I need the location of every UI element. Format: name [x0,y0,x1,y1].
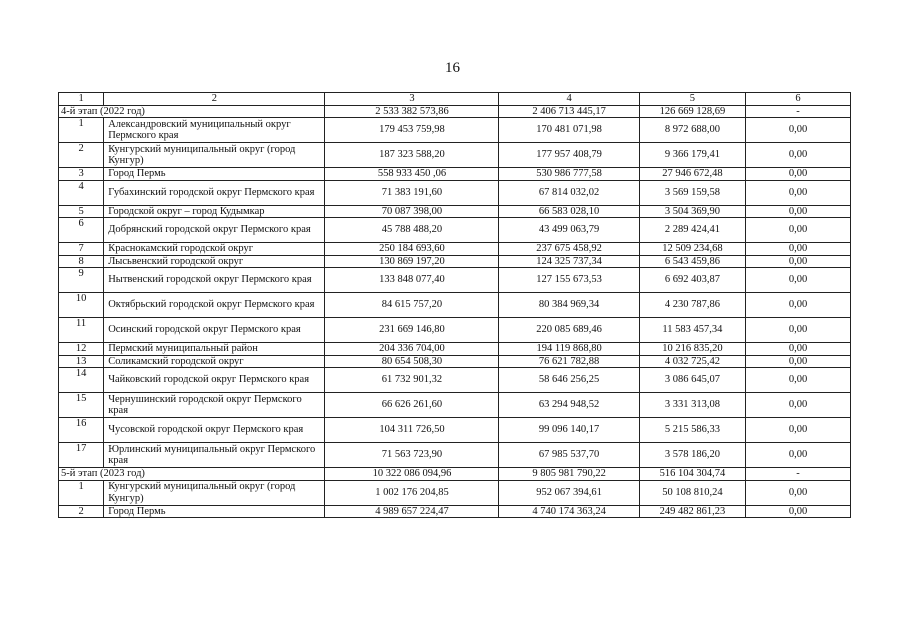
total-amount: 558 933 450 ,06 [325,168,499,181]
table-row [59,218,851,243]
regional-amount: 177 957 408,79 [499,143,639,168]
stage-total-col5: 516 104 304,74 [639,468,745,481]
municipality-name: Кунгурский муниципальный округ (город Кунгур) [104,143,325,168]
local-amount: 6 692 403,87 [639,268,745,293]
municipality-name: Лысьвенский городской округ [104,255,325,268]
row-number: 8 [59,255,104,268]
local-amount: 5 215 586,33 [639,418,745,443]
header-row [59,93,851,106]
municipality-name: Чусовской городской округ Пермского края [104,418,325,443]
row-number: 3 [59,168,104,181]
total-amount: 45 788 488,20 [325,218,499,243]
stage-label: 4-й этап (2022 год) [59,105,325,118]
regional-amount: 952 067 394,61 [499,480,639,505]
total-amount: 61 732 901,32 [325,368,499,393]
total-amount: 1 002 176 204,85 [325,480,499,505]
other-amount: 0,00 [746,293,851,318]
row-number: 2 [59,143,104,168]
table-row [59,268,851,293]
stage-row [59,468,851,481]
other-amount: 0,00 [746,343,851,356]
regional-amount: 4 740 174 363,24 [499,505,639,518]
stage-total-col3: 10 322 086 094,96 [325,468,499,481]
header-cell-2: 2 [104,93,325,106]
local-amount: 50 108 810,24 [639,480,745,505]
municipality-name: Губахинский городской округ Пермского края [104,180,325,205]
row-number: 10 [59,293,104,318]
stage-row [59,105,851,118]
table-row [59,118,851,143]
regional-amount: 194 119 868,80 [499,343,639,356]
municipality-name: Юрлинский муниципальный округ Пермского края [104,443,325,468]
municipality-name: Осинский городской округ Пермского края [104,318,325,343]
total-amount: 66 626 261,60 [325,393,499,418]
stage-total-col4: 9 805 981 790,22 [499,468,639,481]
regional-amount: 237 675 458,92 [499,243,639,256]
local-amount: 6 543 459,86 [639,255,745,268]
row-number: 7 [59,243,104,256]
regional-amount: 66 583 028,10 [499,205,639,218]
other-amount: 0,00 [746,205,851,218]
stage-total-col6: - [746,468,851,481]
stage-total-col4: 2 406 713 445,17 [499,105,639,118]
total-amount: 84 615 757,20 [325,293,499,318]
table-row [59,293,851,318]
regional-amount: 67 985 537,70 [499,443,639,468]
municipality-name: Чернушинский городской округ Пермского края [104,393,325,418]
other-amount: 0,00 [746,143,851,168]
table-row [59,243,851,256]
table-row [59,180,851,205]
table-row [59,205,851,218]
total-amount: 187 323 588,20 [325,143,499,168]
total-amount: 231 669 146,80 [325,318,499,343]
other-amount: 0,00 [746,255,851,268]
local-amount: 27 946 672,48 [639,168,745,181]
stage-label: 5-й этап (2023 год) [59,468,325,481]
row-number: 13 [59,355,104,368]
total-amount: 179 453 759,98 [325,118,499,143]
local-amount: 3 086 645,07 [639,368,745,393]
row-number: 9 [59,268,104,293]
header-cell-5: 5 [639,93,745,106]
other-amount: 0,00 [746,368,851,393]
municipality-name: Соликамский городской округ [104,355,325,368]
total-amount: 71 563 723,90 [325,443,499,468]
total-amount: 70 087 398,00 [325,205,499,218]
table-row [59,143,851,168]
table-row [59,355,851,368]
municipality-name: Городской округ – город Кудымкар [104,205,325,218]
row-number: 17 [59,443,104,468]
table-row [59,480,851,505]
total-amount: 250 184 693,60 [325,243,499,256]
row-number: 16 [59,418,104,443]
regional-amount: 43 499 063,79 [499,218,639,243]
local-amount: 3 331 313,08 [639,393,745,418]
total-amount: 71 383 191,60 [325,180,499,205]
regional-amount: 80 384 969,34 [499,293,639,318]
total-amount: 133 848 077,40 [325,268,499,293]
other-amount: 0,00 [746,218,851,243]
municipality-name: Нытвенский городской округ Пермского края [104,268,325,293]
table-row [59,418,851,443]
municipality-name: Октябрьский городской округ Пермского края [104,293,325,318]
stage-total-col5: 126 669 128,69 [639,105,745,118]
page-number: 16 [445,60,460,76]
local-amount: 9 366 179,41 [639,143,745,168]
table-row [59,168,851,181]
regional-amount: 76 621 782,88 [499,355,639,368]
table-row [59,343,851,356]
other-amount: 0,00 [746,243,851,256]
municipality-name: Кунгурский муниципальный округ (город Кунгур) [104,480,325,505]
row-number: 14 [59,368,104,393]
other-amount: 0,00 [746,480,851,505]
row-number: 1 [59,480,104,505]
local-amount: 10 216 835,20 [639,343,745,356]
table-row [59,505,851,518]
regional-amount: 124 325 737,34 [499,255,639,268]
municipality-name: Город Пермь [104,168,325,181]
regional-amount: 220 085 689,46 [499,318,639,343]
local-amount: 2 289 424,41 [639,218,745,243]
local-amount: 8 972 688,00 [639,118,745,143]
stage-total-col6: - [746,105,851,118]
header-cell-6: 6 [746,93,851,106]
other-amount: 0,00 [746,418,851,443]
funding-table [58,92,851,518]
row-number: 4 [59,180,104,205]
row-number: 12 [59,343,104,356]
other-amount: 0,00 [746,443,851,468]
local-amount: 3 569 159,58 [639,180,745,205]
row-number: 2 [59,505,104,518]
table-row [59,368,851,393]
regional-amount: 63 294 948,52 [499,393,639,418]
row-number: 11 [59,318,104,343]
municipality-name: Александровский муниципальный округ Пермского края [104,118,325,143]
local-amount: 11 583 457,34 [639,318,745,343]
local-amount: 3 504 369,90 [639,205,745,218]
total-amount: 104 311 726,50 [325,418,499,443]
other-amount: 0,00 [746,268,851,293]
header-cell-4: 4 [499,93,639,106]
total-amount: 80 654 508,30 [325,355,499,368]
total-amount: 204 336 704,00 [325,343,499,356]
other-amount: 0,00 [746,393,851,418]
other-amount: 0,00 [746,168,851,181]
local-amount: 4 032 725,42 [639,355,745,368]
table-row [59,318,851,343]
local-amount: 12 509 234,68 [639,243,745,256]
municipality-name: Краснокамский городской округ [104,243,325,256]
row-number: 15 [59,393,104,418]
other-amount: 0,00 [746,180,851,205]
regional-amount: 58 646 256,25 [499,368,639,393]
municipality-name: Добрянский городской округ Пермского края [104,218,325,243]
row-number: 1 [59,118,104,143]
table-body [59,93,851,518]
table-row [59,255,851,268]
municipality-name: Город Пермь [104,505,325,518]
stage-total-col3: 2 533 382 573,86 [325,105,499,118]
local-amount: 4 230 787,86 [639,293,745,318]
table-row [59,393,851,418]
other-amount: 0,00 [746,118,851,143]
other-amount: 0,00 [746,318,851,343]
local-amount: 249 482 861,23 [639,505,745,518]
row-number: 5 [59,205,104,218]
other-amount: 0,00 [746,355,851,368]
regional-amount: 170 481 071,98 [499,118,639,143]
total-amount: 130 869 197,20 [325,255,499,268]
municipality-name: Пермский муниципальный район [104,343,325,356]
header-cell-1: 1 [59,93,104,106]
local-amount: 3 578 186,20 [639,443,745,468]
other-amount: 0,00 [746,505,851,518]
regional-amount: 67 814 032,02 [499,180,639,205]
total-amount: 4 989 657 224,47 [325,505,499,518]
municipality-name: Чайковский городской округ Пермского края [104,368,325,393]
row-number: 6 [59,218,104,243]
table-row [59,443,851,468]
regional-amount: 127 155 673,53 [499,268,639,293]
regional-amount: 99 096 140,17 [499,418,639,443]
regional-amount: 530 986 777,58 [499,168,639,181]
header-cell-3: 3 [325,93,499,106]
